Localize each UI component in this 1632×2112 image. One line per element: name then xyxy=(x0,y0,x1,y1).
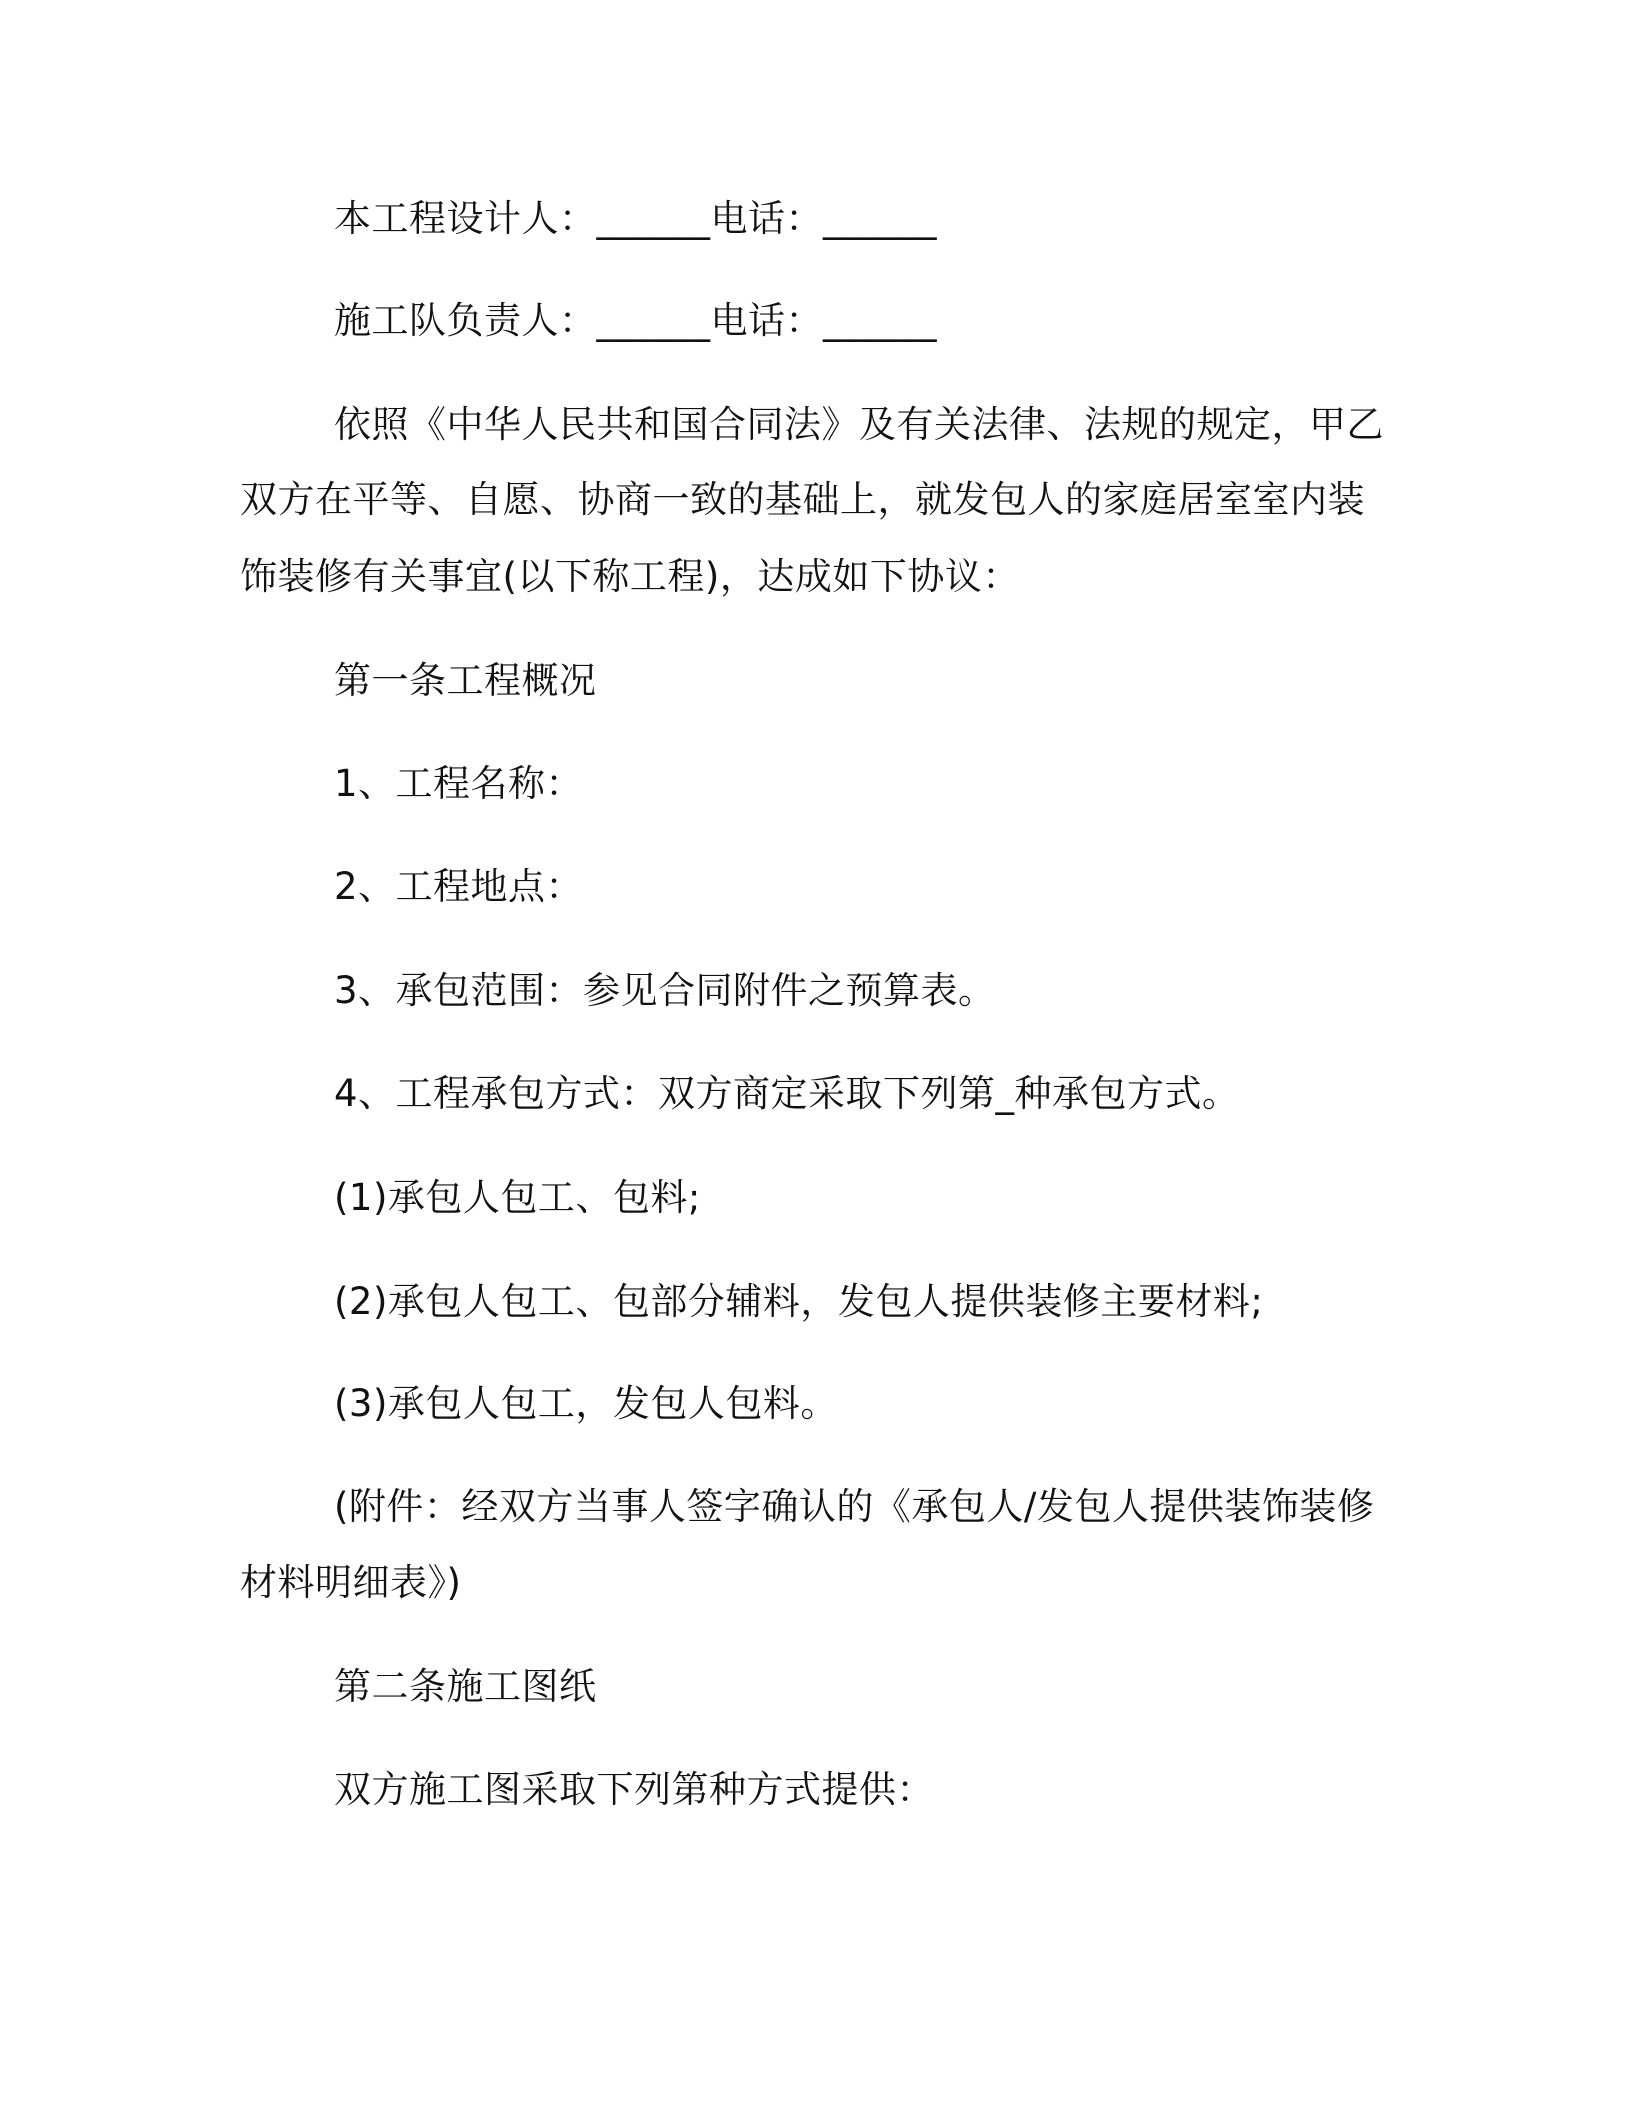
option-2-line: (2)承包人包工、包部分辅料，发包人提供装修主要材料; xyxy=(334,1280,1264,1323)
option-3-line: (3)承包人包工，发包人包料。 xyxy=(334,1382,838,1425)
project-location-line: 2、工程地点： xyxy=(334,865,584,908)
designer-line: 本工程设计人：______电话：______ xyxy=(334,197,937,240)
project-name-line: 1、工程名称： xyxy=(334,762,584,805)
team-leader-line: 施工队负责人：______电话：______ xyxy=(334,299,937,342)
contract-scope-line: 3、承包范围：参见合同附件之预算表。 xyxy=(334,969,996,1012)
article-2-heading: 第二条施工图纸 xyxy=(334,1665,597,1708)
preamble-line-3: 饰装修有关事宜(以下称工程)，达成如下协议： xyxy=(240,555,1020,598)
drawings-method-line: 双方施工图采取下列第种方式提供： xyxy=(334,1768,934,1811)
attachment-line-2: 材料明细表》) xyxy=(240,1561,462,1604)
article-1-heading: 第一条工程概况 xyxy=(334,659,597,702)
preamble-line-2: 双方在平等、自愿、协商一致的基础上，就发包人的家庭居室室内装 xyxy=(240,478,1365,521)
preamble-line-1: 依照《中华人民共和国合同法》及有关法律、法规的规定，甲乙 xyxy=(334,403,1384,446)
contract-method-line: 4、工程承包方式：双方商定采取下列第_种承包方式。 xyxy=(334,1072,1240,1115)
attachment-line-1: (附件：经双方当事人签字确认的《承包人/发包人提供装饰装修 xyxy=(334,1485,1375,1528)
option-1-line: (1)承包人包工、包料; xyxy=(334,1176,701,1219)
